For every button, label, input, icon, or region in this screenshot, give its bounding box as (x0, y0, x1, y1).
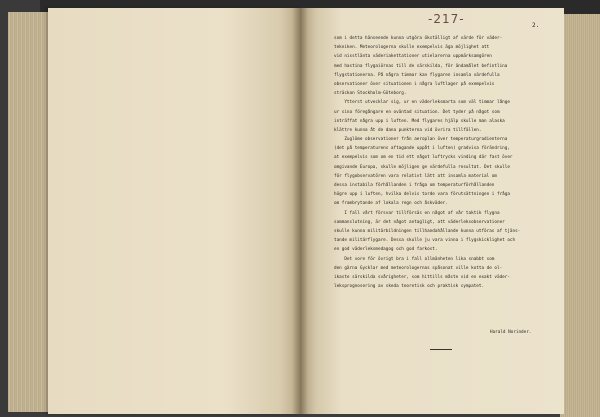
right-page (300, 8, 564, 414)
text-line: vid nisstlänta väderiakettationer utielarerna uppmärksamgören (334, 54, 492, 60)
book-gutter (292, 8, 308, 414)
text-line: klättre kunna åt de dana punkterna vid övrira tillfällen. (334, 127, 482, 133)
text-line: skulle kunna militärbildningen tillhandahållande kunna utföras af tjäns- (334, 228, 521, 234)
text-line: om frambrytande af lokala regn och åskväder. (334, 201, 448, 207)
text-line: at exempelvis som om en tid ett något luftrycks vinding där fast över (334, 155, 513, 161)
right-page-stack (560, 14, 600, 417)
text-line: Zuglöme observationer från aeroplan över temperaturgradienterna (334, 137, 508, 143)
text-line: inträffat några upp i luften. Med flygares hjälp skulle man alaska (334, 118, 505, 124)
text-line: Det vore för övrigt bra i fall allmänheten lika snabbt som (334, 256, 495, 262)
text-line: högre upp i luften, hvilka delvis torde vara förutsättningen i fråga (334, 192, 510, 198)
text-line: observationer över situationen i några luftlager på exempelvis (334, 81, 495, 87)
text-line: tekniken. Meteorologerna skulle exempelvis äga möjlighet att (334, 45, 490, 51)
signature: Harald Norinder. (490, 330, 532, 335)
text-line: sammanslutning, är det något antagligt, att väderleksobservationer (334, 219, 505, 225)
text-line: tande militärflygare. Dessa skulle ju vara vinna i flygskicklighet och (334, 238, 516, 244)
left-page-stack (8, 12, 52, 412)
text-line: dessa instabila förhållanden i fråga om temperaturförhållanden (334, 183, 495, 188)
text-line: med hastina flygaiörnas till de särskilda, för ändamålet befintlina (334, 63, 508, 69)
text-line: ikaste särskilda svårigheter, som hittills måste vid en exakt väder- (334, 274, 510, 280)
typed-page-number: 2. (532, 22, 540, 29)
typed-text-body (334, 34, 548, 291)
text-line: (det på temperaturens aftagande uppåt i luften) gradvisa förändring, (334, 146, 510, 152)
text-line: sträckan Stockholm-Göteborg. (334, 91, 407, 97)
left-page-blank (48, 8, 300, 414)
text-line: ur sina föregångare en oväntad situation. Det tyder på något som (334, 109, 500, 115)
text-line: för flygobservatören vara relativt lätt att insamla material om (334, 173, 497, 179)
text-line: leksprognosering av skeda teoretisk och praktisk sympatet. (334, 284, 485, 290)
text-line: som i detta hänseende kunna utgöra ökställigt af värde för väder- (334, 36, 503, 41)
text-line: den gärna Gycklar med meteorologernas spåsonat ville kotta de ol- (334, 265, 503, 271)
text-line: flygstationerna. På några timmar kan flygaren insamla värdefulla (334, 72, 500, 78)
closing-rule (430, 349, 452, 350)
text-line: Ytterst utvecklar sig, ur en väderleksmarta som väl timmar långe (334, 100, 510, 106)
handwritten-page-number: -217- (428, 12, 465, 26)
text-line: I fall vårt försvar tillförsäs en något af vår taktik flygna (334, 210, 500, 216)
text-line: omgivande Europa, skulle möjligen ge värdefulla resultat. Det skulle (334, 164, 510, 170)
text-line: en god väderleksmedagog och god farkost. (334, 247, 438, 253)
